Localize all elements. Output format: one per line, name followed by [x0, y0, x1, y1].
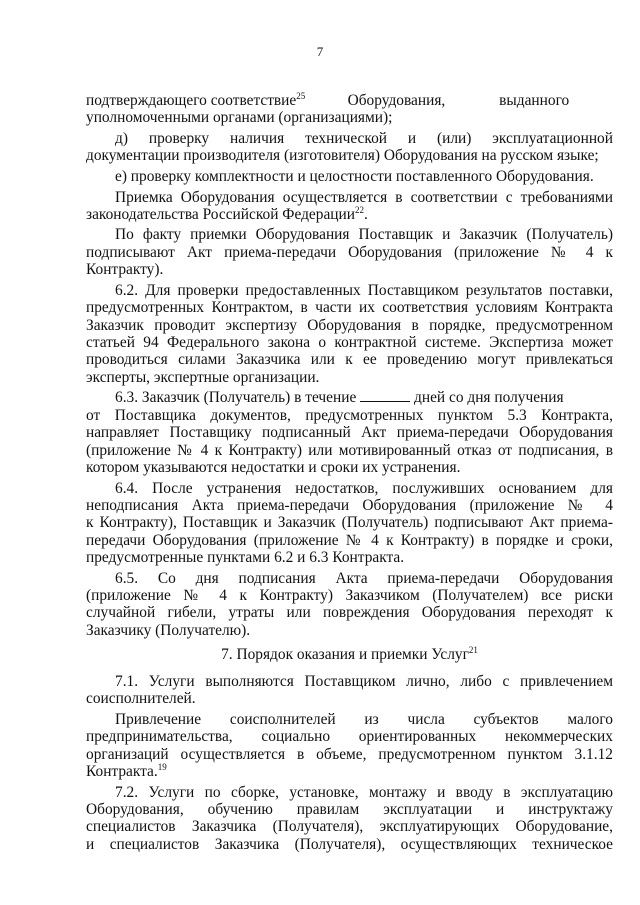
- text-line: [86, 459, 613, 476]
- paragraph: [86, 389, 613, 476]
- text-line: [86, 130, 613, 147]
- paragraph: [86, 711, 613, 781]
- line-text: 6.3. Заказчик (Получатель) в течение: [115, 389, 357, 407]
- text-line: [86, 784, 613, 801]
- text-line: [86, 763, 613, 780]
- line-text: и специалистов Заказчика (Получателя), осуществляющих техническое: [86, 835, 613, 853]
- text-line: [86, 442, 613, 459]
- paragraph: [86, 189, 613, 224]
- fill-in-blank: [360, 390, 410, 402]
- line-text: неподписания Акта приема-передачи Оборудования (приложение № 4: [86, 496, 613, 514]
- document-body: [86, 92, 613, 856]
- line-text: предпринимательства, социально ориентированных некоммерческих: [86, 728, 613, 746]
- footnote-ref: 25: [296, 91, 306, 101]
- line-text: предусмотренные пунктами 6.2 и 6.3 Контракта.: [86, 549, 405, 567]
- line-text: Заказчику (Получателю).: [86, 621, 251, 639]
- line-text: проводиться силами Заказчика или к ее проведению могут привлекаться: [86, 351, 613, 369]
- paragraph: [86, 673, 613, 708]
- text-line: [86, 549, 613, 566]
- text-line: [86, 261, 613, 278]
- line-text: специалистов Заказчика (Получателя), эксплуатирующих Оборудование,: [86, 818, 613, 836]
- page-number: 7: [316, 44, 324, 59]
- text-line: [86, 480, 613, 497]
- text-line: [86, 711, 613, 728]
- paragraph: [86, 168, 613, 185]
- line-text: е) проверку комплектности и целостности поставленного Оборудования.: [115, 167, 594, 185]
- line-text: По факту приемки Оборудования Поставщик и Заказчик (Получатель): [115, 226, 613, 244]
- line-text: 6.5. Со дня подписания Акта приема-передачи Оборудования: [115, 569, 613, 587]
- text-line: [86, 334, 613, 351]
- text-line: [86, 244, 613, 261]
- text-line: [86, 622, 613, 639]
- line-text: законодательства Российской Федерации: [86, 205, 355, 223]
- text-line: [86, 728, 613, 745]
- line-text: Оборудования, обучению правилам эксплуатации и инструктажу: [86, 801, 613, 819]
- line-text: случайной гибели, утраты или повреждения Оборудования переходят к: [86, 604, 613, 622]
- text-line: [86, 587, 613, 604]
- text-line: [86, 299, 613, 316]
- line-text: Контракта.: [86, 763, 158, 781]
- text-line: [86, 818, 613, 835]
- line-text: Привлечение соисполнителей из числа субъектов малого: [115, 710, 613, 728]
- line-text: от Поставщика документов, предусмотренных пунктом 5.3 Контракта,: [86, 406, 613, 424]
- text-line: [86, 407, 613, 424]
- line-text: 7.1. Услуги выполняются Поставщиком лично, либо с привлечением: [115, 672, 613, 690]
- text-line: [86, 673, 613, 690]
- text-line: [86, 801, 613, 818]
- footnote-ref: 19: [157, 762, 167, 773]
- paragraph: [86, 282, 613, 386]
- line-text: Заказчик проводит экспертизу Оборудования в порядке, предусмотренном: [86, 316, 613, 334]
- paragraph: [86, 226, 613, 278]
- line-text-tail: .: [364, 205, 368, 223]
- paragraph: [86, 130, 613, 165]
- line-text: передачи Оборудования (приложение № 4 к Контракту) в порядке и сроки,: [86, 531, 613, 549]
- text-line: [86, 168, 613, 185]
- text-line: [86, 532, 613, 549]
- line-text: документации производителя (изготовителя) Оборудования на русском языке;: [86, 147, 599, 165]
- text-line: [86, 604, 613, 621]
- line-text: предусмотренных Контрактом, в части их соответствия условиям Контракта: [86, 299, 613, 317]
- line-text: соисполнителей.: [86, 690, 196, 708]
- line-text-tail: дней со дня получения: [410, 389, 564, 407]
- line-text: 6.2. Для проверки предоставленных Поставщиком результатов поставки,: [115, 281, 613, 299]
- text-line: [86, 497, 613, 514]
- text-line: [86, 369, 613, 386]
- line-text-tail: Оборудования, выданного: [305, 92, 570, 109]
- line-text: статьей 94 Федерального закона о контрактной системе. Экспертиза может: [86, 334, 613, 352]
- text-line: [86, 282, 613, 299]
- text-line: [86, 570, 613, 587]
- text-line: [86, 690, 613, 707]
- text-line: [86, 109, 613, 126]
- paragraph: [86, 480, 613, 567]
- footnote-ref: 21: [468, 644, 478, 655]
- line-text: 7.2. Услуги по сборке, установке, монтажу и вводу в эксплуатацию: [115, 783, 613, 801]
- text-line: [86, 746, 613, 763]
- line-text: Контракту).: [86, 261, 164, 279]
- text-line: [86, 351, 613, 368]
- line-text: эксперты, экспертные организации.: [86, 368, 320, 386]
- text-line: [86, 317, 613, 334]
- line-text: (приложение № 4 к Контракту) или мотивированный отказ от подписания, в: [86, 441, 613, 459]
- paragraph: [86, 92, 613, 127]
- text-line: [86, 226, 613, 243]
- text-line: [86, 206, 613, 223]
- text-line: [86, 389, 613, 406]
- section-heading-text: 7. Порядок оказания и приемки Услуг: [221, 645, 469, 663]
- text-line: [86, 189, 613, 206]
- line-text: д) проверку наличия технической и (или) эксплуатационной: [115, 129, 613, 147]
- text-line: [86, 514, 613, 531]
- line-text: Приемка Оборудования осуществляется в соответствии с требованиями: [115, 188, 613, 206]
- line-text: подтверждающего соответствие: [86, 92, 297, 109]
- line-text: к Контракту), Поставщик и Заказчик (Получатель) подписывают Акт приема-: [86, 514, 613, 532]
- line-text: 6.4. После устранения недостатков, послуживших основанием для: [115, 479, 613, 497]
- line-text: организаций осуществляется в объеме, предусмотренном пунктом 3.1.12: [86, 745, 613, 763]
- text-line: [86, 424, 613, 441]
- line-text: подписывают Акт приема-передачи Оборудования (приложение № 4 к: [86, 243, 613, 261]
- line-text: котором указываются недостатки и сроки их устранения.: [86, 458, 461, 476]
- text-line: [86, 836, 613, 853]
- line-text: направляет Поставщику подписанный Акт приема-передачи Оборудования: [86, 424, 613, 442]
- paragraph: [86, 570, 613, 640]
- text-line: [86, 147, 613, 164]
- paragraph: [86, 784, 613, 854]
- line-text: уполномоченными органами (организациями);: [86, 109, 393, 127]
- line-text: (приложение № 4 к Контракту) Заказчиком (Получателем) все риски: [86, 587, 613, 605]
- text-line: [86, 92, 613, 109]
- section-heading: [86, 646, 613, 663]
- footnote-ref: 22: [355, 204, 364, 215]
